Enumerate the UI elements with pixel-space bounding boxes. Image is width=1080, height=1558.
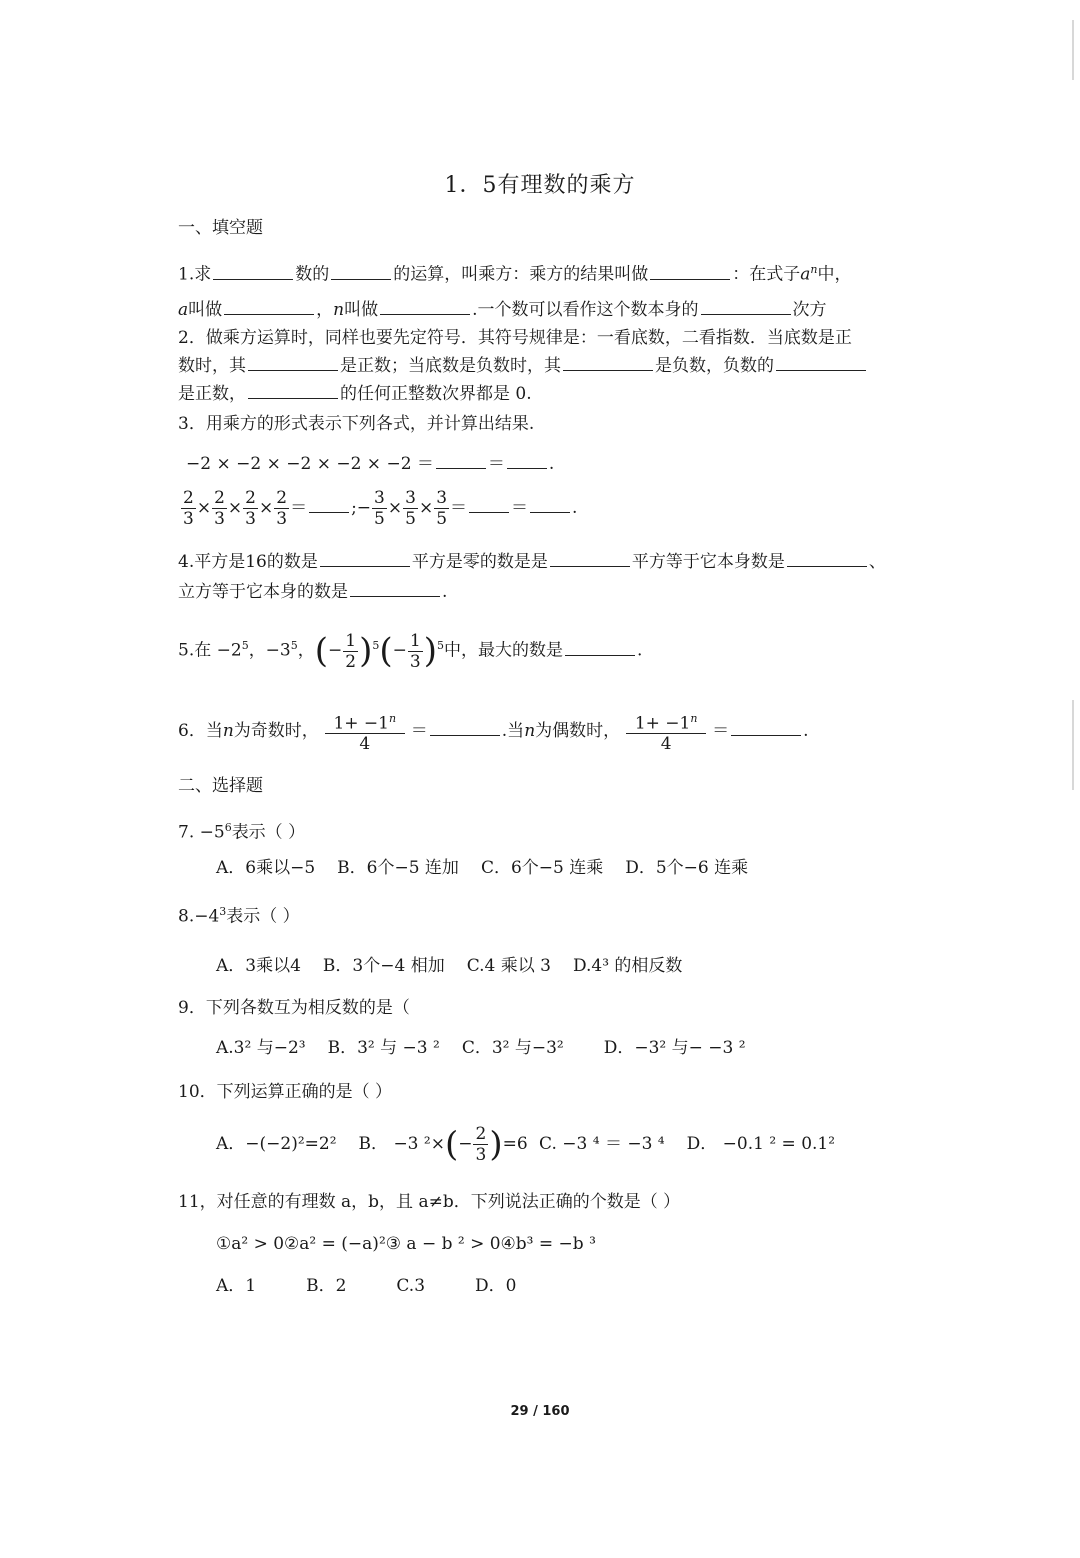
answer-blank	[701, 298, 791, 315]
answer-blank	[507, 452, 547, 469]
option-c: C.4 乘以 3	[466, 956, 551, 976]
option-b: B．6个−5 连加	[337, 858, 459, 878]
option-a: A．3乘以4	[216, 956, 301, 976]
answer-blank	[331, 263, 391, 280]
question-8: $8.-4^3$表示（ ）	[178, 905, 300, 927]
option-c: C. −3 ⁴ ＝ −3 ⁴	[539, 1134, 665, 1154]
option-d: D．−3² 与− −3 ²	[603, 1038, 746, 1058]
question-9: 9．下列各数互为相反数的是（	[178, 998, 410, 1018]
option-a: A.3² 与−2³	[216, 1038, 306, 1058]
question-3-expr-1: −2 × −2 × −2 × −2 × −2 ＝ ＝ .	[186, 454, 555, 474]
fraction: $\frac{2}{3}$	[183, 488, 194, 529]
question-11: 11，对任意的有理数 a，b，且 a≠b．下列说法正确的个数是（ ）	[178, 1192, 681, 1212]
fraction: $\frac{1}{3}$	[409, 630, 421, 672]
question-5: 5.在 $-2^5$，$-3^5$，(− $\frac{1}{2}$ )$^5$(− $\frac{1}{3}$ )$^5$中，最大的数是 .	[178, 630, 643, 672]
answer-blank	[565, 639, 635, 656]
option-b: B． −3 ²×(− $\frac{2}{3}$ )=6	[358, 1124, 528, 1165]
option-a: A．6乘以−5	[216, 858, 316, 878]
page-number: 29 / 160	[510, 1404, 570, 1419]
question-4-line-1: 4.平方是16的数是 平方是零的数是是 平方等于它本身数是 、	[178, 552, 886, 572]
answer-blank	[224, 298, 314, 315]
question-11-options	[216, 1274, 538, 1298]
option-b: B．3个−4 相加	[322, 956, 445, 976]
question-7-options	[216, 856, 770, 880]
answer-blank	[430, 719, 500, 736]
answer-blank	[650, 263, 730, 280]
scan-edge-mark	[1072, 700, 1074, 790]
section-multiple-choice: 二、选择题	[178, 776, 263, 796]
question-2-line-2: 数时，其 是正数；当底数是负数时，其 是负数，负数的	[178, 354, 868, 378]
question-8-options	[216, 954, 704, 978]
answer-blank	[550, 550, 630, 567]
option-d: D． −0.1 ² = 0.1²	[686, 1134, 836, 1154]
option-c: C.3	[396, 1276, 426, 1296]
fraction: $\frac{1+ -1^n}{4}$	[626, 709, 706, 755]
answer-blank	[731, 719, 801, 736]
answer-blank	[320, 550, 410, 567]
fraction: $\frac{3}{5}$	[436, 488, 448, 529]
answer-blank	[309, 496, 349, 513]
fraction: $\frac{2}{3}$	[214, 488, 225, 529]
fraction: $\frac{1+ -1^n}{4}$	[325, 709, 405, 755]
fraction: $\frac{3}{5}$	[405, 488, 416, 529]
fraction: $\frac{2}{3}$	[245, 488, 256, 529]
question-10-options	[216, 1118, 857, 1170]
scan-edge-mark	[1072, 20, 1074, 80]
question-3-expr-2: $\frac{2}{3}$ × $\frac{2}{3}$ × $\frac{2}{3}$ × $\frac{2}{3}$ ＝ ;− $\frac{3}{5}$ × $\frac{3}{5}$ × $\frac{3}{5}$ ＝ ＝ .	[183, 488, 578, 529]
answer-blank	[436, 452, 486, 469]
option-d: D．5个−6 连乘	[625, 858, 749, 878]
answer-blank	[213, 263, 293, 280]
answer-blank	[350, 580, 440, 597]
fraction: $\frac{2}{3}$	[475, 1124, 487, 1165]
answer-blank	[248, 354, 338, 371]
option-a: A．1	[216, 1276, 257, 1296]
answer-blank	[787, 550, 867, 567]
answer-blank	[776, 354, 866, 371]
option-c: C．3² 与−3²	[461, 1038, 564, 1058]
fraction: $\frac{2}{3}$	[276, 488, 288, 529]
fraction: $\frac{1}{2}$	[345, 630, 357, 672]
answer-blank	[380, 298, 470, 315]
question-10: 10．下列运算正确的是（ ）	[178, 1082, 393, 1102]
question-2-line-1: 2．做乘方运算时，同样也要先定符号．其符号规律是：一看底数，二看指数．当底数是正	[178, 328, 852, 348]
option-d: D.4³ 的相反数	[572, 956, 683, 976]
question-7: 7. $-5^6$表示（ ）	[178, 821, 306, 843]
question-4-line-2: 立方等于它本身的数是 .	[178, 582, 448, 602]
question-6: 6．当n为奇数时， $\frac{1+ -1^n}{4}$ ＝ .当n为偶数时， $\frac{1+ -1^n}{4}$ ＝ .	[178, 706, 809, 756]
option-a: A．−(−2)²=2²	[216, 1134, 337, 1154]
question-1-line-1: 1.求 数的 的运算，叫乘方：乘方的结果叫做 ：在式子$a^n$中，	[178, 263, 852, 285]
page-title: 1．5有理数的乘方	[444, 173, 636, 198]
question-11-statements: ①a² > 0②a² = (−a)²③ a − b ² > 0④b³ = −b ³	[216, 1234, 596, 1254]
option-d: D．0	[475, 1276, 517, 1296]
question-1-line-2: a叫做 ，n叫做 .一个数可以看作这个数本身的 次方	[178, 300, 827, 320]
section-fill-in: 一、填空题	[178, 218, 263, 238]
answer-blank	[248, 382, 338, 399]
option-b: B．2	[306, 1276, 347, 1296]
answer-blank	[469, 496, 509, 513]
answer-blank	[563, 354, 653, 371]
question-3: 3．用乘方的形式表示下列各式，并计算出结果.	[178, 414, 535, 434]
option-b: B．3² 与 −3 ²	[327, 1038, 440, 1058]
fraction: $\frac{3}{5}$	[374, 488, 385, 529]
option-c: C．6个−5 连乘	[480, 858, 604, 878]
question-2-line-3: 是正数， 的任何正整数次界都是 0.	[178, 384, 532, 404]
answer-blank	[530, 496, 570, 513]
question-9-options	[216, 1036, 768, 1060]
